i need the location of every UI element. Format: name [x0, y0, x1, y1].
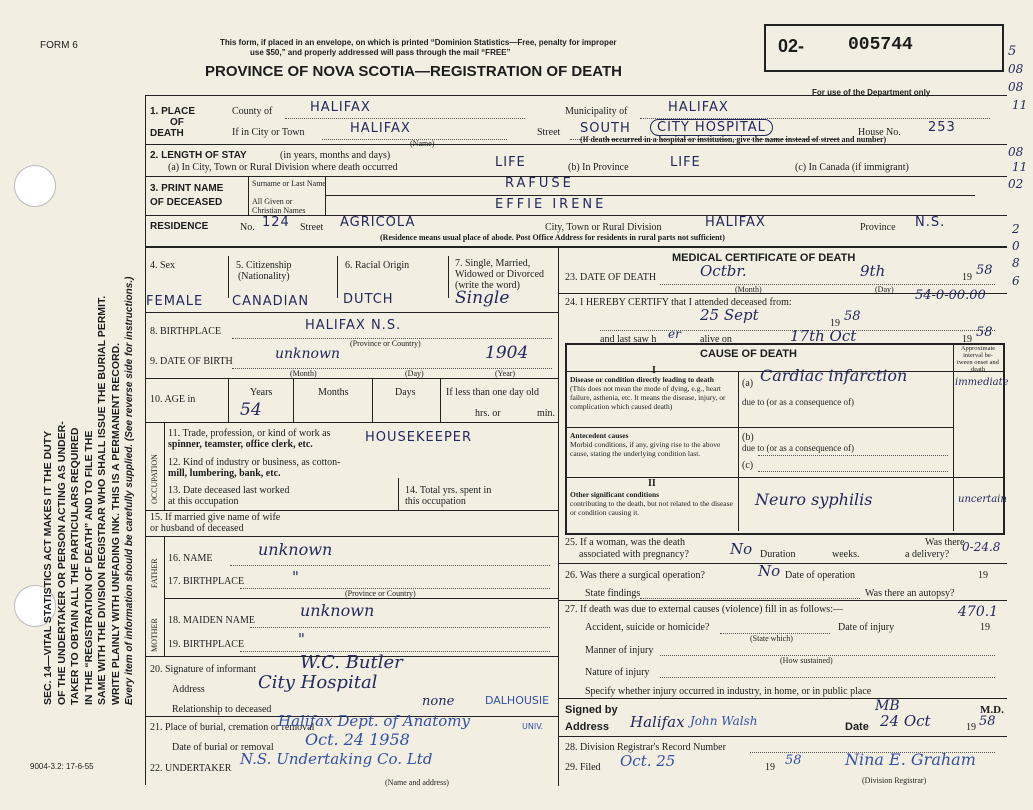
- a-label: (a): [742, 378, 754, 389]
- res-prov-value: N.S.: [915, 215, 946, 230]
- cause-heading: CAUSE OF DEATH: [700, 348, 797, 360]
- duration-label: Duration: [760, 549, 796, 560]
- margin-code: 08: [1008, 145, 1024, 159]
- s19-label: 19. BIRTHPLACE: [168, 639, 245, 650]
- informant-value: W.C. Butler: [300, 652, 403, 673]
- sex-value: FEMALE: [146, 294, 204, 309]
- s18-label: 18. MAIDEN NAME: [168, 615, 255, 626]
- sign-date-value: 24 Oct: [880, 712, 931, 730]
- registration-prefix: 02-: [778, 36, 805, 56]
- injury-date-label: Date of injury: [838, 622, 895, 633]
- pregnancy-value: No: [730, 540, 753, 558]
- ante-label: Antecedent causes Morbid conditions, if any, giving rise to the above cause, stating the underlying condition last.: [570, 431, 721, 458]
- prov-country-hint: (Province or Country): [345, 589, 416, 598]
- day-hint: (Day): [875, 285, 894, 294]
- s29-label: 29. Filed: [565, 762, 601, 773]
- s13-label: 13. Date deceased last worked at this occupation: [168, 485, 290, 507]
- center-divider: [558, 246, 559, 786]
- cause-a-value: Cardiac infarction: [760, 366, 908, 385]
- days-label: Days: [395, 387, 416, 398]
- s23-label: 23. DATE OF DEATH: [565, 272, 657, 283]
- s2c-label: (c) In Canada (if immigrant): [795, 162, 909, 173]
- prov-country-hint: (Province or Country): [350, 339, 421, 348]
- c1-label: Disease or condition directly leading to death (This does not mean the mode of dying, e.g., heart failure, asthenia, etc. It means the disease, injury, or complication which caused death): [570, 375, 726, 411]
- death-day-value: 9th: [860, 262, 886, 280]
- op-date-label: Date of operation: [785, 570, 855, 581]
- operation-value: No: [758, 562, 781, 580]
- burial-date-value: Oct. 24 1958: [305, 730, 410, 749]
- s2-label: 2. LENGTH OF STAY: [150, 150, 247, 161]
- street-label: Street: [537, 127, 561, 138]
- name-address-hint: (Name and address): [385, 778, 449, 787]
- sign-address-label: Address: [565, 721, 610, 733]
- s3-label: 3. PRINT NAME OF DECEASED: [150, 183, 224, 208]
- burial-date-label: Date of burial or removal: [172, 742, 274, 753]
- residence-label: RESIDENCE: [150, 221, 209, 232]
- nature-label: Nature of injury: [585, 667, 650, 678]
- sidebar-instructions-1: SEC. 14—VITAL STATISTICS ACT MAKES IT THE DUTY OF THE UNDERTAKER OR PERSON ACTING AS UNDER- TAKER TO OBTAIN ALL THE PARTICULARS REQUIRED IN THE “REGISTRATION OF DEATH” AND TO FILE THE: [42, 421, 95, 705]
- sign-date-label: Date: [845, 721, 869, 733]
- signed-mb-value: MB: [875, 698, 900, 714]
- city-value: HALIFAX: [350, 121, 411, 136]
- informant-address-value: City Hospital: [258, 672, 378, 693]
- marital-value: Single: [455, 288, 510, 308]
- alive-on-label: alive on: [700, 334, 732, 345]
- last-saw-label: and last saw h: [600, 334, 657, 345]
- res-street-value: AGRICOLA: [340, 215, 416, 230]
- s27-label: 27. If death was due to external causes (violence) fill in as follows:—: [565, 604, 843, 615]
- given-label: All Given or Christian Names: [252, 197, 306, 215]
- year-prefix: 19: [966, 722, 976, 733]
- s5-label: 5. Citizenship (Nationality): [236, 260, 292, 282]
- relationship-label: Relationship to deceased: [172, 704, 272, 715]
- year-hint: (Year): [495, 369, 516, 378]
- margin-code: 02: [1008, 177, 1024, 191]
- death-year-value: 58: [976, 263, 993, 278]
- s4-label: 4. Sex: [150, 260, 175, 271]
- s7-label: 7. Single, Married, Widowed or Divorced (write the word): [455, 258, 545, 291]
- interval-label: Approximate interval be-tween onset and death: [957, 345, 999, 373]
- relationship-stamp: DALHOUSIE: [485, 694, 550, 707]
- month-hint: (Month): [735, 285, 762, 294]
- res-street-label: Street: [300, 222, 324, 233]
- filed-year-value: 58: [785, 753, 802, 768]
- sidebar-instructions-3: Every item of information should be carefully supplied. (See reverse side for instructions.): [124, 276, 135, 705]
- surname-label: Surname or Last Name: [252, 179, 326, 188]
- stay-city-value: LIFE: [495, 155, 526, 170]
- s2a-label: (a) In City, Town or Rural Division where death occurred: [168, 162, 398, 173]
- year-prefix: 19: [980, 622, 990, 633]
- other-interval-value: uncertain: [958, 494, 1007, 505]
- dob-year-value: 1904: [485, 343, 529, 363]
- c-label: (c): [742, 460, 754, 471]
- burial-value: Halifax Dept. of Anatomy: [278, 712, 470, 730]
- md-label: M.D.: [980, 704, 1004, 716]
- county-label: County of: [232, 106, 273, 117]
- month-hint: (Month): [290, 369, 317, 378]
- medical-heading: MEDICAL CERTIFICATE OF DEATH: [672, 252, 856, 264]
- informant-address-label: Address: [172, 684, 205, 695]
- age-code-value: 54-0-00.00: [915, 288, 986, 303]
- s15-label: 15. If married give name of wife or husband of deceased: [150, 512, 281, 534]
- given-value: EFFIE IRENE: [495, 197, 607, 212]
- years-label: Years: [250, 387, 273, 398]
- ext-code-value: 470.1: [958, 604, 999, 620]
- attended-year-value: 58: [844, 309, 861, 324]
- margin-code: 11: [1012, 98, 1028, 112]
- state-which-hint: (State which): [750, 634, 793, 643]
- alive-on-value: 17th Oct: [790, 327, 857, 345]
- res-city-label: City, Town or Rural Division: [545, 222, 662, 233]
- s21-label: 21. Place of burial, cremation or removal: [150, 722, 315, 733]
- s1-label: 1. PLACE OF DEATH: [150, 106, 196, 139]
- surname-value: RAFUSE: [505, 176, 574, 191]
- hrs-label: hrs. or: [475, 408, 501, 419]
- year-prefix: 19: [830, 318, 840, 329]
- citizenship-value: CANADIAN: [232, 294, 310, 309]
- sign-year-value: 58: [979, 714, 996, 729]
- manner-label: Manner of injury: [585, 645, 654, 656]
- page-title: PROVINCE OF NOVA SCOTIA—REGISTRATION OF DEATH: [205, 63, 622, 80]
- dob-month-value: unknown: [275, 346, 340, 362]
- s14-label: 14. Total yrs. spent in this occupation: [405, 485, 492, 507]
- hospital-value: CITY HOSPITAL: [650, 119, 773, 136]
- s2-hint: (in years, months and days): [280, 150, 391, 161]
- municipality-label: Municipality of: [565, 106, 628, 117]
- s9-label: 9. DATE OF BIRTH: [150, 356, 233, 367]
- undertaker-value: N.S. Undertaking Co. Ltd: [240, 750, 433, 768]
- s24-label: 24. I HEREBY CERTIFY that I attended deceased from:: [565, 297, 792, 308]
- res-no-value: 124: [262, 215, 290, 230]
- street-value: SOUTH: [580, 121, 631, 136]
- s28-label: 28. Division Registrar's Record Number: [565, 742, 726, 753]
- envelope-note-1: This form, if placed in an envelope, on which is printed “Dominion Statistics—Free, penalty for improper: [220, 38, 617, 47]
- s12-label: 12. Kind of industry or business, as cotton- mill, lumbering, bank, etc.: [168, 457, 341, 479]
- margin-code: 8: [1012, 256, 1020, 270]
- res-prov-label: Province: [860, 222, 896, 233]
- last-saw-value: er: [668, 327, 681, 341]
- mother-vertical: MOTHER: [150, 618, 159, 652]
- death-month-value: Octbr.: [700, 262, 747, 280]
- margin-code: 6: [1012, 274, 1020, 288]
- margin-code: 2: [1012, 222, 1020, 236]
- sign-city-value: Halifax: [630, 713, 685, 731]
- mother-maiden-value: unknown: [300, 601, 375, 620]
- frame-left-line: [145, 95, 146, 785]
- dept-use-note: For use of the Department only: [812, 88, 931, 97]
- year-prefix: 19: [962, 272, 972, 283]
- s20-label: 20. Signature of informant: [150, 664, 257, 675]
- accident-label: Accident, suicide or homicide?: [585, 622, 710, 633]
- attended-from-value: 25 Sept: [700, 306, 759, 324]
- b-label: (b): [742, 432, 754, 443]
- due-label: due to (or as a consequence of): [742, 443, 854, 453]
- name-hint: (Name): [410, 139, 435, 148]
- age-years-value: 54: [240, 400, 262, 420]
- part-one: I: [652, 365, 656, 376]
- mother-birthplace-value: ": [298, 630, 305, 648]
- s22-label: 22. UNDERTAKER: [150, 763, 232, 774]
- house-value: 253: [928, 120, 956, 135]
- racial-value: DUTCH: [343, 292, 394, 307]
- filed-value: Oct. 25: [620, 752, 676, 770]
- s6-label: 6. Racial Origin: [345, 260, 410, 271]
- due-label: due to (or as a consequence of): [742, 397, 854, 407]
- registrar-hint: (Division Registrar): [862, 776, 927, 785]
- stay-province-value: LIFE: [670, 155, 701, 170]
- autopsy-label: Was there an autopsy?: [865, 588, 955, 599]
- father-birthplace-value: ": [292, 568, 299, 586]
- alive-year-value: 58: [976, 325, 993, 340]
- s25-label: 25. If a woman, was the death associated with pregnancy?: [565, 537, 689, 560]
- margin-code: 08: [1008, 62, 1024, 76]
- divider: [145, 246, 1007, 248]
- sidebar-instructions-2: SAME WITH THE DIVISION REGISTRAR WHO SHALL ISSUE THE BURIAL PERMIT. WRITE PLAINLY WITH UNFADING INK. THIS IS A PERMANENT RECORD.: [96, 295, 122, 705]
- s8-label: 8. BIRTHPLACE: [150, 326, 222, 337]
- year-prefix: 19: [962, 334, 972, 345]
- burial-stamp: UNIV.: [522, 722, 544, 731]
- form-number-label: FORM 6: [40, 40, 78, 51]
- relationship-value: none: [422, 694, 455, 709]
- municipality-value: HALIFAX: [668, 100, 729, 115]
- cause-a-interval: immediate: [955, 377, 1009, 388]
- findings-label: State findings: [585, 588, 641, 599]
- birthplace-value: HALIFAX N.S.: [305, 318, 402, 333]
- house-label: House No.: [858, 127, 901, 138]
- specify-label: Specify whether injury occurred in industry, in home, or in public place: [585, 686, 872, 697]
- day-hint: (Day): [405, 369, 424, 378]
- res-note: (Residence means usual place of abode. Post Office Address for residents in rural parts not sufficient): [380, 233, 725, 242]
- frame-top-line: [145, 95, 1007, 96]
- other-label: Other significant conditions contributing to the death, but not related to the disease or condition causing it.: [570, 490, 733, 517]
- s10-label: 10. AGE in: [150, 394, 196, 405]
- months-label: Months: [318, 387, 349, 398]
- divider: [145, 176, 1007, 177]
- father-vertical: FATHER: [150, 558, 159, 588]
- margin-code: 5: [1008, 44, 1017, 59]
- s16-label: 16. NAME: [168, 553, 213, 564]
- divider: [145, 144, 1007, 145]
- res-city-value: HALIFAX: [705, 215, 766, 230]
- signed-by-value: John Walsh: [690, 714, 758, 728]
- year-prefix: 19: [978, 570, 988, 581]
- s11-label: 11. Trade, profession, or kind of work as spinner, teamster, office clerk, etc.: [168, 428, 331, 450]
- margin-code: 0: [1012, 239, 1020, 253]
- occupation-value: HOUSEKEEPER: [365, 430, 473, 445]
- other-condition-value: Neuro syphilis: [755, 490, 873, 509]
- form-code: 9004-3.2: 17-6-55: [30, 762, 94, 771]
- hospital-hint: (If death occurred in a hospital or institution, give the name instead of street and number): [580, 135, 887, 144]
- res-no-label: No.: [240, 222, 255, 233]
- margin-code: 08: [1008, 80, 1024, 94]
- register-code-value: 0-24.8: [962, 540, 1001, 554]
- min-label: min.: [537, 408, 556, 419]
- punch-hole-top: [14, 165, 56, 207]
- part-two: II: [648, 478, 656, 489]
- how-hint: (How sustained): [780, 656, 833, 665]
- year-prefix: 19: [765, 762, 775, 773]
- father-name-value: unknown: [258, 540, 333, 559]
- margin-code: 11: [1012, 160, 1028, 174]
- signed-label: Signed by: [565, 704, 618, 716]
- delivery-label: Was there a delivery?: [905, 537, 965, 560]
- s26-label: 26. Was there a surgical operation?: [565, 570, 705, 581]
- registration-number-box: [764, 24, 1004, 72]
- less-day-label: If less than one day old: [446, 387, 540, 398]
- city-label: If in City or Town: [232, 127, 305, 138]
- registration-number: 005744: [848, 35, 913, 55]
- s17-label: 17. BIRTHPLACE: [168, 576, 245, 587]
- county-value: HALIFAX: [310, 100, 371, 115]
- weeks-label: weeks.: [832, 549, 860, 560]
- registrar-signature: Nina E. Graham: [845, 750, 976, 769]
- occupation-vertical: OCCUPATION: [150, 454, 159, 504]
- s2b-label: (b) In Province: [568, 162, 629, 173]
- envelope-note-2: use $50,” and properly addressed will pass through the mail “FREE”: [250, 48, 511, 57]
